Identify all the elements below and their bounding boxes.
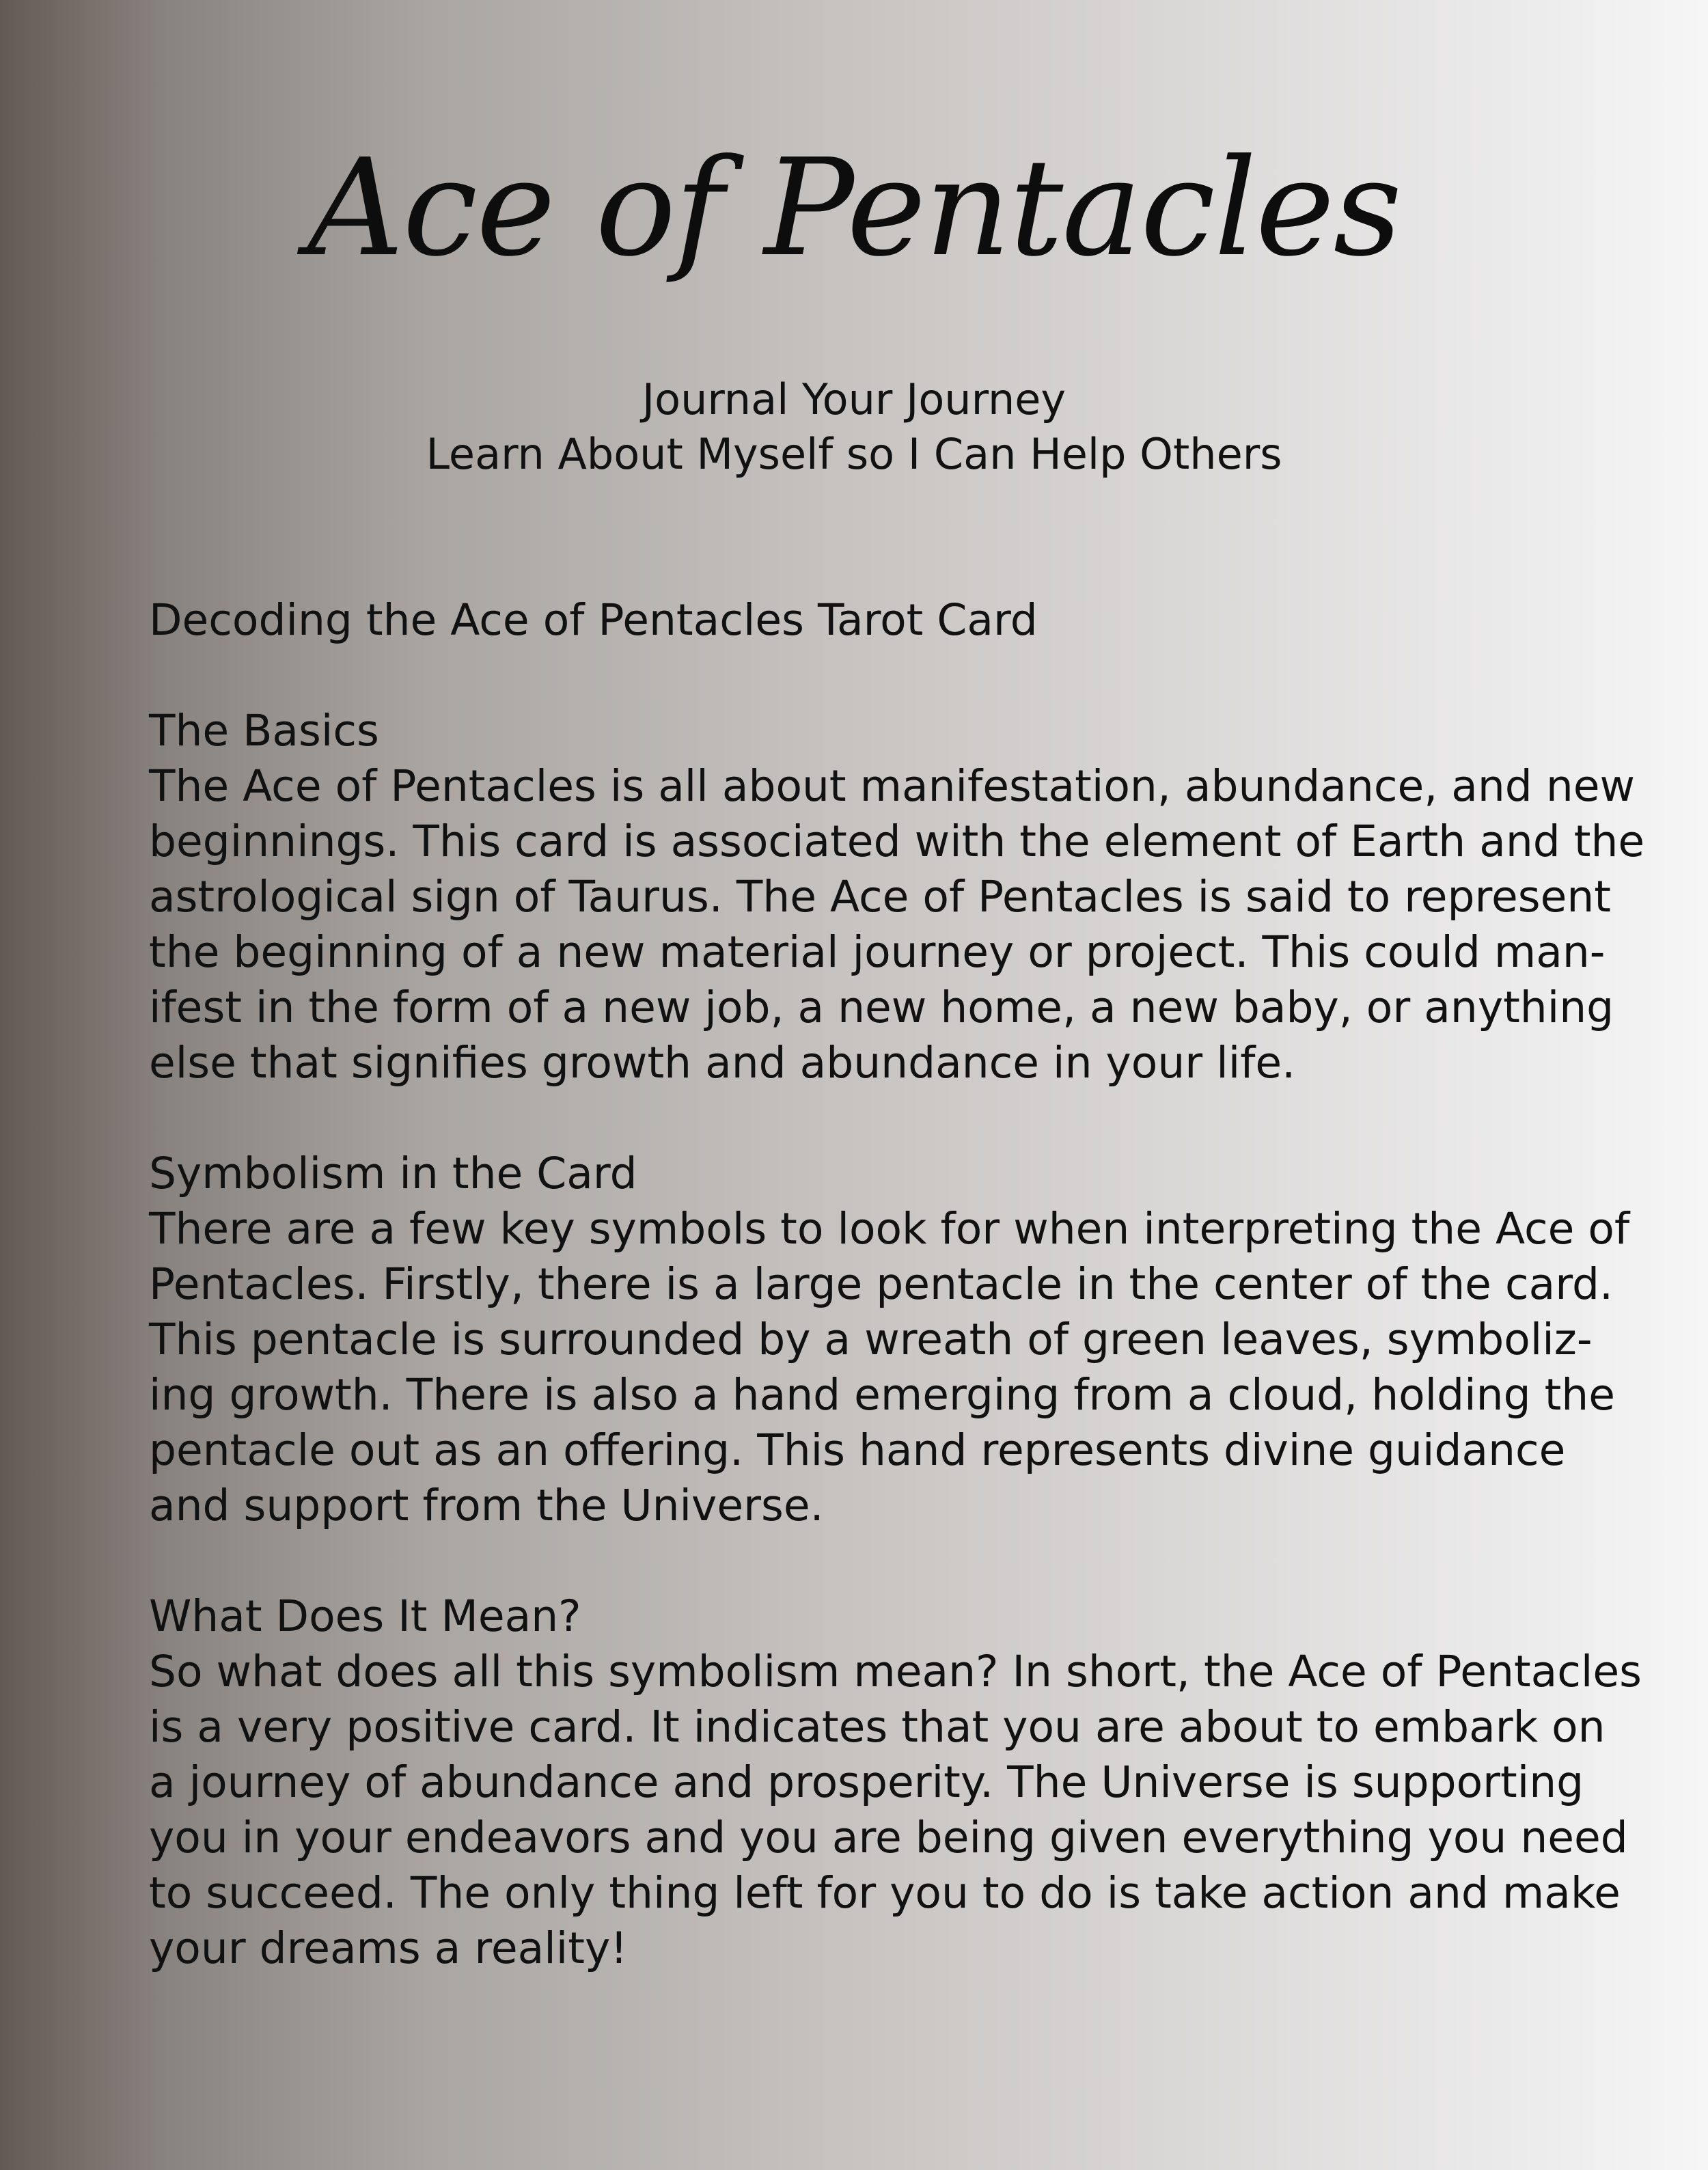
subtitle-tagline: Learn About Myself so I Can Help Others (426, 429, 1282, 479)
meaning-text-line: a journey of abundance and prosperity. The Universe is supporting (149, 1757, 1584, 1807)
page-title: Ace of Pentacles (307, 131, 1401, 286)
section-heading-meaning: What Does It Mean? (149, 1591, 581, 1641)
symbolism-text-line: ing growth. There is also a hand emerging from a cloud, holding the (149, 1370, 1615, 1420)
section-heading-basics: The Basics (149, 706, 379, 756)
meaning-text-line: is a very positive card. It indicates that you are about to embark on (149, 1702, 1606, 1752)
subtitle-journal: Journal Your Journey (642, 374, 1066, 424)
basics-text-line: astrological sign of Taurus. The Ace of Pentacles is said to represent (149, 872, 1612, 922)
symbolism-text-line: Pentacles. Firstly, there is a large pentacle in the center of the card. (149, 1259, 1614, 1309)
meaning-text-line: to succeed. The only thing left for you to do is take action and make (149, 1868, 1621, 1918)
paragraph-spacer (149, 1533, 1590, 1589)
meaning-text-line: you in your endeavors and you are being given everything you need (149, 1813, 1628, 1863)
article-heading: Decoding the Ace of Pentacles Tarot Card (149, 595, 1038, 645)
basics-text-line: the beginning of a new material journey or project. This could man- (149, 927, 1606, 977)
paragraph-spacer (149, 1090, 1590, 1146)
paragraph-spacer (149, 648, 1590, 703)
basics-text-line: beginnings. This card is associated with the element of Earth and the (149, 816, 1645, 866)
basics-text-line: else that signifies growth and abundance in your life. (149, 1038, 1296, 1088)
meaning-text-line: your dreams a reality! (149, 1923, 628, 1973)
symbolism-text-line: There are a few key symbols to look for when interpreting the Ace of (149, 1204, 1630, 1254)
symbolism-text-line: and support from the Universe. (149, 1481, 824, 1530)
basics-text-line: ifest in the form of a new job, a new home, a new baby, or anything (149, 983, 1614, 1032)
basics-text-line: The Ace of Pentacles is all about manifestation, abundance, and new (149, 761, 1636, 811)
article-body (149, 592, 1645, 1976)
section-heading-symbolism: Symbolism in the Card (149, 1149, 637, 1198)
symbolism-text-line: This pentacle is surrounded by a wreath of green leaves, symboliz- (149, 1315, 1593, 1364)
symbolism-text-line: pentacle out as an offering. This hand represents divine guidance (149, 1425, 1566, 1475)
meaning-text-line: So what does all this symbolism mean? In short, the Ace of Pentacles (149, 1647, 1642, 1697)
